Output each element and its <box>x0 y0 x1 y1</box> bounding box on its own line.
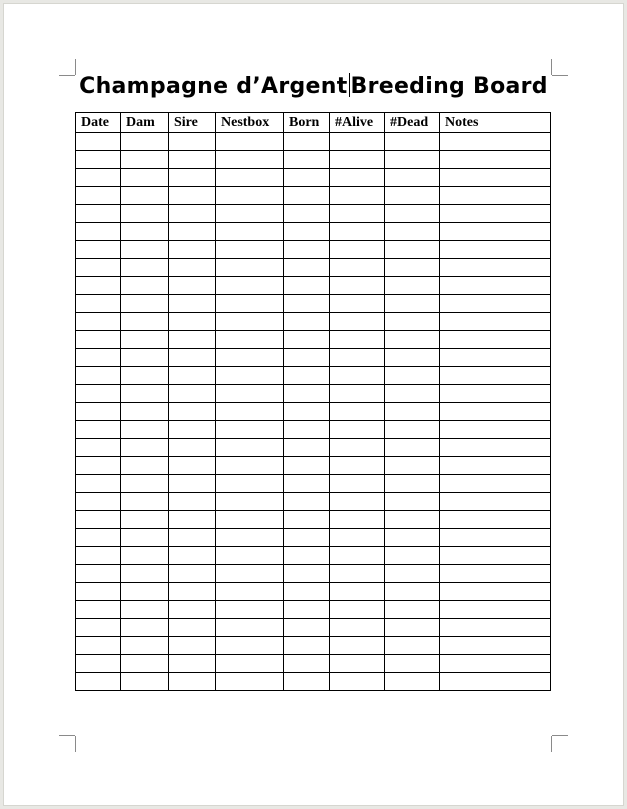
table-cell[interactable] <box>76 493 121 511</box>
table-cell[interactable] <box>216 655 284 673</box>
table-cell[interactable] <box>440 151 551 169</box>
table-cell[interactable] <box>121 187 169 205</box>
table-cell[interactable] <box>385 529 440 547</box>
table-cell[interactable] <box>385 349 440 367</box>
table-cell[interactable] <box>385 637 440 655</box>
table-cell[interactable] <box>216 583 284 601</box>
table-cell[interactable] <box>385 331 440 349</box>
table-row <box>76 205 551 223</box>
table-cell[interactable] <box>385 151 440 169</box>
table-cell[interactable] <box>169 349 216 367</box>
table-row <box>76 637 551 655</box>
table-cell[interactable] <box>76 655 121 673</box>
table-cell[interactable] <box>169 673 216 691</box>
table-cell[interactable] <box>216 367 284 385</box>
table-cell[interactable] <box>440 295 551 313</box>
table-cell[interactable] <box>76 439 121 457</box>
table-cell[interactable] <box>385 277 440 295</box>
table-cell[interactable] <box>169 493 216 511</box>
table-row <box>76 547 551 565</box>
table-cell[interactable] <box>216 187 284 205</box>
table-cell[interactable] <box>169 223 216 241</box>
table-row <box>76 493 551 511</box>
table-cell[interactable] <box>440 457 551 475</box>
table-cell[interactable] <box>440 259 551 277</box>
table-cell[interactable] <box>385 295 440 313</box>
table-cell[interactable] <box>440 601 551 619</box>
header-alive[interactable]: #Alive <box>330 113 385 133</box>
table-row <box>76 565 551 583</box>
table-row <box>76 349 551 367</box>
table-row <box>76 511 551 529</box>
table-cell[interactable] <box>330 331 385 349</box>
table-cell[interactable] <box>284 547 330 565</box>
table-cell[interactable] <box>284 385 330 403</box>
table-cell[interactable] <box>121 493 169 511</box>
table-cell[interactable] <box>121 457 169 475</box>
table-cell[interactable] <box>385 475 440 493</box>
table-cell[interactable] <box>440 367 551 385</box>
table-cell[interactable] <box>216 151 284 169</box>
table-cell[interactable] <box>169 439 216 457</box>
table-cell[interactable] <box>169 151 216 169</box>
table-row <box>76 151 551 169</box>
table-cell[interactable] <box>121 421 169 439</box>
table-cell[interactable] <box>169 313 216 331</box>
table-cell[interactable] <box>169 169 216 187</box>
text-cursor <box>349 73 350 97</box>
table-cell[interactable] <box>216 457 284 475</box>
table-row <box>76 223 551 241</box>
table-cell[interactable] <box>121 673 169 691</box>
header-sire[interactable]: Sire <box>169 113 216 133</box>
table-cell[interactable] <box>284 421 330 439</box>
table-cell[interactable] <box>76 241 121 259</box>
table-cell[interactable] <box>121 511 169 529</box>
table-cell[interactable] <box>284 511 330 529</box>
table-cell[interactable] <box>216 547 284 565</box>
table-cell[interactable] <box>121 313 169 331</box>
table-cell[interactable] <box>76 385 121 403</box>
table-cell[interactable] <box>216 295 284 313</box>
table-cell[interactable] <box>330 457 385 475</box>
table-cell[interactable] <box>385 655 440 673</box>
table-row <box>76 241 551 259</box>
table-cell[interactable] <box>284 349 330 367</box>
table-cell[interactable] <box>76 583 121 601</box>
table-cell[interactable] <box>284 403 330 421</box>
table-cell[interactable] <box>440 133 551 151</box>
table-row <box>76 259 551 277</box>
table-cell[interactable] <box>216 259 284 277</box>
table-cell[interactable] <box>284 439 330 457</box>
table-cell[interactable] <box>121 385 169 403</box>
table-cell[interactable] <box>76 295 121 313</box>
table-cell[interactable] <box>121 349 169 367</box>
table-row <box>76 331 551 349</box>
table-cell[interactable] <box>121 547 169 565</box>
table-cell[interactable] <box>169 259 216 277</box>
table-cell[interactable] <box>121 205 169 223</box>
table-cell[interactable] <box>76 457 121 475</box>
table-cell[interactable] <box>330 349 385 367</box>
table-cell[interactable] <box>216 205 284 223</box>
table-cell[interactable] <box>330 169 385 187</box>
table-cell[interactable] <box>216 169 284 187</box>
table-row <box>76 187 551 205</box>
table-cell[interactable] <box>440 655 551 673</box>
table-cell[interactable] <box>284 565 330 583</box>
table-cell[interactable] <box>76 619 121 637</box>
table-cell[interactable] <box>76 475 121 493</box>
table-cell[interactable] <box>284 475 330 493</box>
table-cell[interactable] <box>216 637 284 655</box>
table-cell[interactable] <box>385 511 440 529</box>
table-cell[interactable] <box>284 313 330 331</box>
table-cell[interactable] <box>169 565 216 583</box>
table-cell[interactable] <box>440 673 551 691</box>
table-cell[interactable] <box>169 277 216 295</box>
table-cell[interactable] <box>216 133 284 151</box>
table-cell[interactable] <box>385 601 440 619</box>
table-cell[interactable] <box>385 169 440 187</box>
table-cell[interactable] <box>216 241 284 259</box>
table-cell[interactable] <box>76 205 121 223</box>
table-cell[interactable] <box>330 403 385 421</box>
table-cell[interactable] <box>169 187 216 205</box>
table-cell[interactable] <box>121 169 169 187</box>
table-cell[interactable] <box>440 403 551 421</box>
table-cell[interactable] <box>284 277 330 295</box>
table-cell[interactable] <box>440 241 551 259</box>
document-title[interactable] <box>0 73 627 99</box>
table-cell[interactable] <box>169 529 216 547</box>
table-cell[interactable] <box>216 349 284 367</box>
table-cell[interactable] <box>385 547 440 565</box>
table-cell[interactable] <box>440 439 551 457</box>
table-cell[interactable] <box>284 259 330 277</box>
table-cell[interactable] <box>76 637 121 655</box>
table-cell[interactable] <box>330 547 385 565</box>
table-cell[interactable] <box>385 241 440 259</box>
table-cell[interactable] <box>121 259 169 277</box>
table-cell[interactable] <box>121 151 169 169</box>
table-cell[interactable] <box>330 205 385 223</box>
table-row <box>76 313 551 331</box>
table-cell[interactable] <box>440 277 551 295</box>
table-cell[interactable] <box>385 313 440 331</box>
table-cell[interactable] <box>385 673 440 691</box>
table-cell[interactable] <box>440 619 551 637</box>
table-cell[interactable] <box>440 565 551 583</box>
table-cell[interactable] <box>385 493 440 511</box>
table-row <box>76 583 551 601</box>
table-cell[interactable] <box>385 205 440 223</box>
table-cell[interactable] <box>216 673 284 691</box>
table-cell[interactable] <box>385 187 440 205</box>
table-cell[interactable] <box>76 331 121 349</box>
header-notes[interactable]: Notes <box>440 113 551 133</box>
table-cell[interactable] <box>169 331 216 349</box>
table-cell[interactable] <box>169 655 216 673</box>
title-text-part1[interactable]: Champagne d’Argent <box>79 74 348 99</box>
table-cell[interactable] <box>216 619 284 637</box>
table-cell[interactable] <box>284 655 330 673</box>
table-cell[interactable] <box>330 619 385 637</box>
table-cell[interactable] <box>330 277 385 295</box>
table-cell[interactable] <box>76 151 121 169</box>
table-cell[interactable] <box>284 529 330 547</box>
table-cell[interactable] <box>216 529 284 547</box>
table-cell[interactable] <box>330 439 385 457</box>
table-row <box>76 295 551 313</box>
table-cell[interactable] <box>216 493 284 511</box>
table-cell[interactable] <box>284 583 330 601</box>
table-cell[interactable] <box>330 295 385 313</box>
header-nestbox[interactable]: Nestbox <box>216 113 284 133</box>
table-cell[interactable] <box>216 421 284 439</box>
table-cell[interactable] <box>76 421 121 439</box>
table-cell[interactable] <box>121 403 169 421</box>
table-cell[interactable] <box>121 277 169 295</box>
table-cell[interactable] <box>330 421 385 439</box>
table-cell[interactable] <box>385 367 440 385</box>
table-row <box>76 403 551 421</box>
table-cell[interactable] <box>330 637 385 655</box>
table-cell[interactable] <box>216 601 284 619</box>
header-dam[interactable]: Dam <box>121 113 169 133</box>
table-cell[interactable] <box>121 367 169 385</box>
table-cell[interactable] <box>330 601 385 619</box>
table-cell[interactable] <box>330 187 385 205</box>
table-row <box>76 655 551 673</box>
table-cell[interactable] <box>284 637 330 655</box>
table-body <box>76 133 551 691</box>
table-cell[interactable] <box>385 133 440 151</box>
table-cell[interactable] <box>121 601 169 619</box>
table-cell[interactable] <box>284 457 330 475</box>
table-cell[interactable] <box>121 133 169 151</box>
table-cell[interactable] <box>121 223 169 241</box>
table-cell[interactable] <box>284 619 330 637</box>
table-cell[interactable] <box>76 673 121 691</box>
header-born[interactable]: Born <box>284 113 330 133</box>
table-cell[interactable] <box>330 367 385 385</box>
table-cell[interactable] <box>169 601 216 619</box>
table-cell[interactable] <box>169 511 216 529</box>
header-date[interactable]: Date <box>76 113 121 133</box>
table-cell[interactable] <box>330 511 385 529</box>
table-cell[interactable] <box>440 547 551 565</box>
table-cell[interactable] <box>385 421 440 439</box>
table-row <box>76 367 551 385</box>
table-cell[interactable] <box>284 601 330 619</box>
table-cell[interactable] <box>76 223 121 241</box>
table-cell[interactable] <box>330 223 385 241</box>
table-cell[interactable] <box>330 151 385 169</box>
table-cell[interactable] <box>169 403 216 421</box>
table-cell[interactable] <box>330 313 385 331</box>
table-cell[interactable] <box>216 313 284 331</box>
table-cell[interactable] <box>169 133 216 151</box>
table-cell[interactable] <box>330 259 385 277</box>
table-cell[interactable] <box>121 475 169 493</box>
table-cell[interactable] <box>330 655 385 673</box>
table-cell[interactable] <box>440 475 551 493</box>
table-row <box>76 619 551 637</box>
table-row <box>76 277 551 295</box>
table-cell[interactable] <box>284 223 330 241</box>
table-cell[interactable] <box>169 205 216 223</box>
table-cell[interactable] <box>169 457 216 475</box>
table-cell[interactable] <box>284 331 330 349</box>
table-cell[interactable] <box>169 241 216 259</box>
table-cell[interactable] <box>76 133 121 151</box>
table-cell[interactable] <box>121 565 169 583</box>
table-cell[interactable] <box>76 313 121 331</box>
table-cell[interactable] <box>330 475 385 493</box>
table-cell[interactable] <box>76 511 121 529</box>
table-cell[interactable] <box>216 331 284 349</box>
table-cell[interactable] <box>330 529 385 547</box>
table-cell[interactable] <box>284 673 330 691</box>
table-row <box>76 601 551 619</box>
table-cell[interactable] <box>284 205 330 223</box>
table-cell[interactable] <box>385 403 440 421</box>
table-cell[interactable] <box>284 367 330 385</box>
table-cell[interactable] <box>169 583 216 601</box>
table-cell[interactable] <box>121 637 169 655</box>
table-row <box>76 475 551 493</box>
table-cell[interactable] <box>76 529 121 547</box>
table-cell[interactable] <box>121 619 169 637</box>
table-cell[interactable] <box>385 223 440 241</box>
table-cell[interactable] <box>216 565 284 583</box>
table-cell[interactable] <box>330 493 385 511</box>
table-cell[interactable] <box>284 169 330 187</box>
table-row <box>76 673 551 691</box>
table-cell[interactable] <box>76 403 121 421</box>
table-cell[interactable] <box>440 529 551 547</box>
table-cell[interactable] <box>76 187 121 205</box>
table-cell[interactable] <box>76 277 121 295</box>
table-cell[interactable] <box>76 547 121 565</box>
table-cell[interactable] <box>216 277 284 295</box>
table-row <box>76 421 551 439</box>
table-row <box>76 457 551 475</box>
table-cell[interactable] <box>440 385 551 403</box>
table-cell[interactable] <box>169 475 216 493</box>
table-cell[interactable] <box>216 223 284 241</box>
table-cell[interactable] <box>440 511 551 529</box>
table-row <box>76 439 551 457</box>
table-row <box>76 169 551 187</box>
table-cell[interactable] <box>330 133 385 151</box>
table-cell[interactable] <box>169 637 216 655</box>
table-cell[interactable] <box>121 529 169 547</box>
table-cell[interactable] <box>169 421 216 439</box>
table-cell[interactable] <box>121 295 169 313</box>
table-cell[interactable] <box>440 223 551 241</box>
table-cell[interactable] <box>76 367 121 385</box>
table-cell[interactable] <box>169 619 216 637</box>
table-cell[interactable] <box>284 187 330 205</box>
table-cell[interactable] <box>121 241 169 259</box>
breeding-board-table <box>75 112 551 691</box>
table-cell[interactable] <box>284 241 330 259</box>
table-cell[interactable] <box>385 457 440 475</box>
table-cell[interactable] <box>216 475 284 493</box>
title-text-part2[interactable]: Breeding Board <box>350 74 548 99</box>
table-cell[interactable] <box>330 385 385 403</box>
table-cell[interactable] <box>169 547 216 565</box>
table-cell[interactable] <box>76 601 121 619</box>
table-cell[interactable] <box>121 655 169 673</box>
table-cell[interactable] <box>440 205 551 223</box>
table-cell[interactable] <box>330 583 385 601</box>
table-cell[interactable] <box>121 439 169 457</box>
table-cell[interactable] <box>76 259 121 277</box>
table-cell[interactable] <box>216 511 284 529</box>
table-cell[interactable] <box>169 367 216 385</box>
table-cell[interactable] <box>76 565 121 583</box>
table-cell[interactable] <box>440 421 551 439</box>
table-cell[interactable] <box>385 565 440 583</box>
table-cell[interactable] <box>76 349 121 367</box>
table-cell[interactable] <box>385 439 440 457</box>
table-cell[interactable] <box>216 403 284 421</box>
table-cell[interactable] <box>330 565 385 583</box>
header-dead[interactable]: #Dead <box>385 113 440 133</box>
table-cell[interactable] <box>169 295 216 313</box>
table-cell[interactable] <box>385 259 440 277</box>
table-cell[interactable] <box>169 385 216 403</box>
table-cell[interactable] <box>440 187 551 205</box>
table-cell[interactable] <box>330 673 385 691</box>
table-cell[interactable] <box>385 619 440 637</box>
table-cell[interactable] <box>440 637 551 655</box>
table-cell[interactable] <box>121 331 169 349</box>
table-cell[interactable] <box>440 349 551 367</box>
table-cell[interactable] <box>440 331 551 349</box>
table-cell[interactable] <box>440 169 551 187</box>
table-cell[interactable] <box>121 583 169 601</box>
header-row <box>76 113 551 133</box>
table-cell[interactable] <box>284 493 330 511</box>
table-cell[interactable] <box>440 313 551 331</box>
table-cell[interactable] <box>385 583 440 601</box>
table-cell[interactable] <box>440 583 551 601</box>
table-cell[interactable] <box>284 295 330 313</box>
table-row <box>76 529 551 547</box>
table-cell[interactable] <box>284 133 330 151</box>
table-cell[interactable] <box>216 439 284 457</box>
table-cell[interactable] <box>284 151 330 169</box>
table-cell[interactable] <box>330 241 385 259</box>
table-cell[interactable] <box>216 385 284 403</box>
table-row <box>76 385 551 403</box>
table-cell[interactable] <box>76 169 121 187</box>
table-row <box>76 133 551 151</box>
table-cell[interactable] <box>385 385 440 403</box>
table-cell[interactable] <box>440 493 551 511</box>
